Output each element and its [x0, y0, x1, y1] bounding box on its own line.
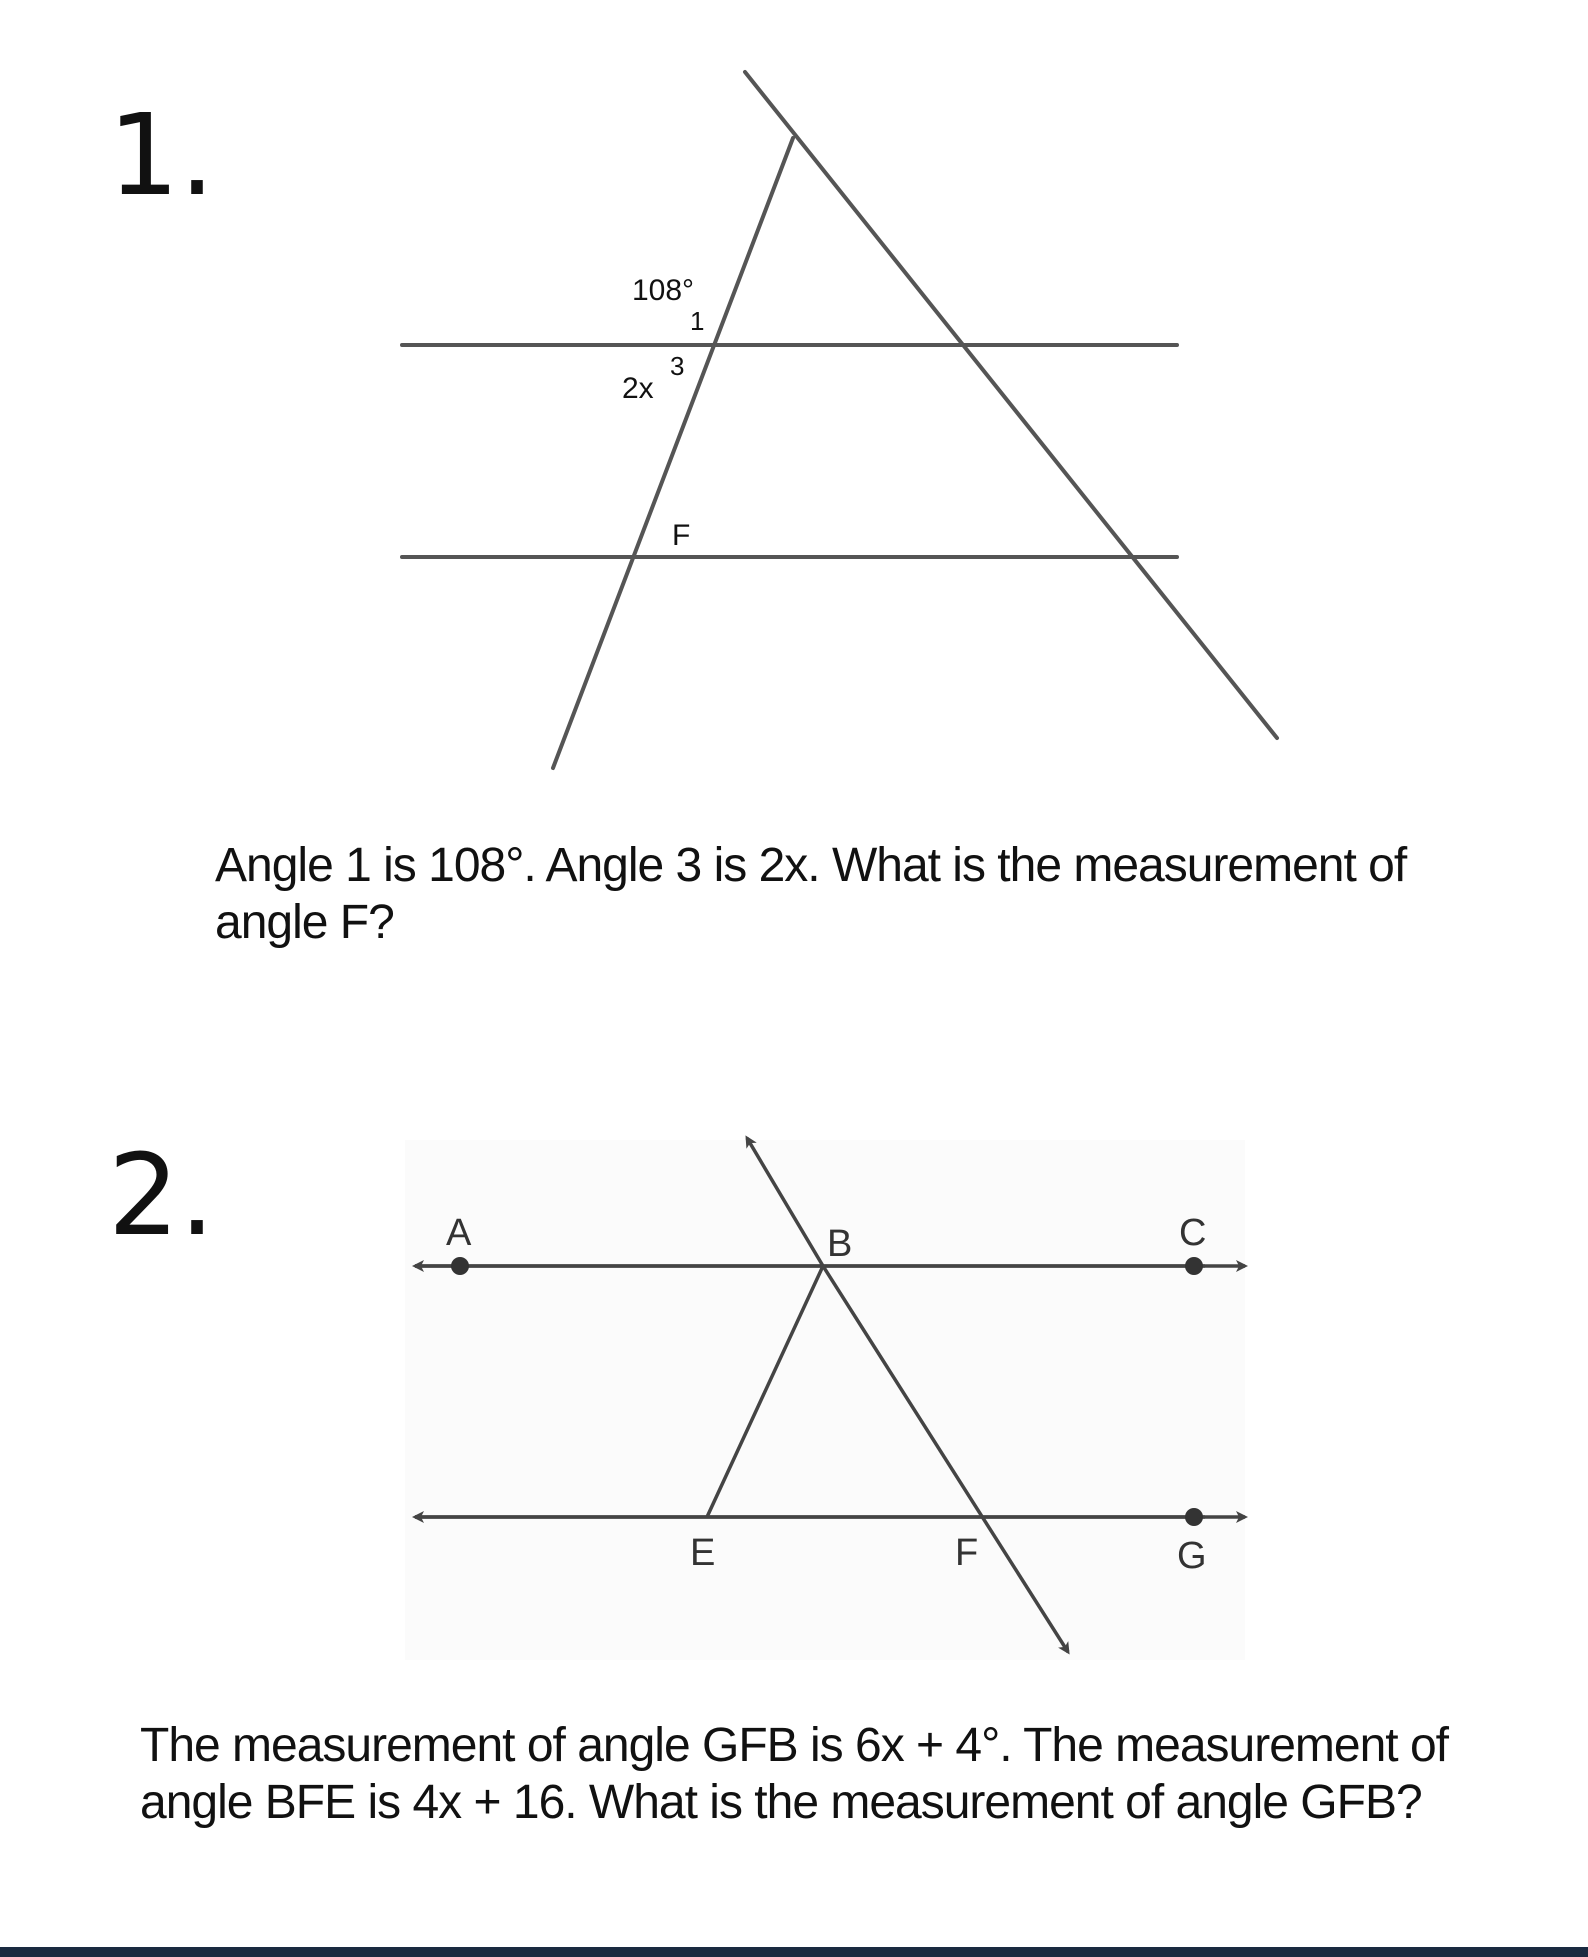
angle-1-label: 1 [690, 306, 705, 336]
point-b-label: B [827, 1223, 853, 1265]
point-f-label: F [955, 1532, 979, 1574]
point-e-label: E [690, 1532, 716, 1574]
angle-3-label: 3 [670, 351, 685, 381]
problem-2-question: The measurement of angle GFB is 6x + 4°. The measurement of angle BFE is 4x + 16. What is the measurement of angle GFB? [140, 1719, 1448, 1829]
point-c [1185, 1257, 1203, 1275]
point-a [451, 1257, 469, 1275]
angle-108-label: 108° [632, 274, 695, 307]
problem-1-number: 1. [108, 91, 215, 221]
point-g [1185, 1508, 1203, 1526]
problem-2-number: 2. [108, 1131, 215, 1261]
point-c-label: C [1179, 1212, 1207, 1254]
point-g-label: G [1177, 1535, 1207, 1577]
angle-2x-label: 2x [622, 372, 654, 405]
point-a-label: A [446, 1212, 472, 1254]
angle-f-label: F [672, 519, 691, 552]
problem-1-question: Angle 1 is 108°. Angle 3 is 2x. What is the measurement of angle F? [215, 839, 1407, 949]
bottom-bar [0, 1947, 1588, 1957]
